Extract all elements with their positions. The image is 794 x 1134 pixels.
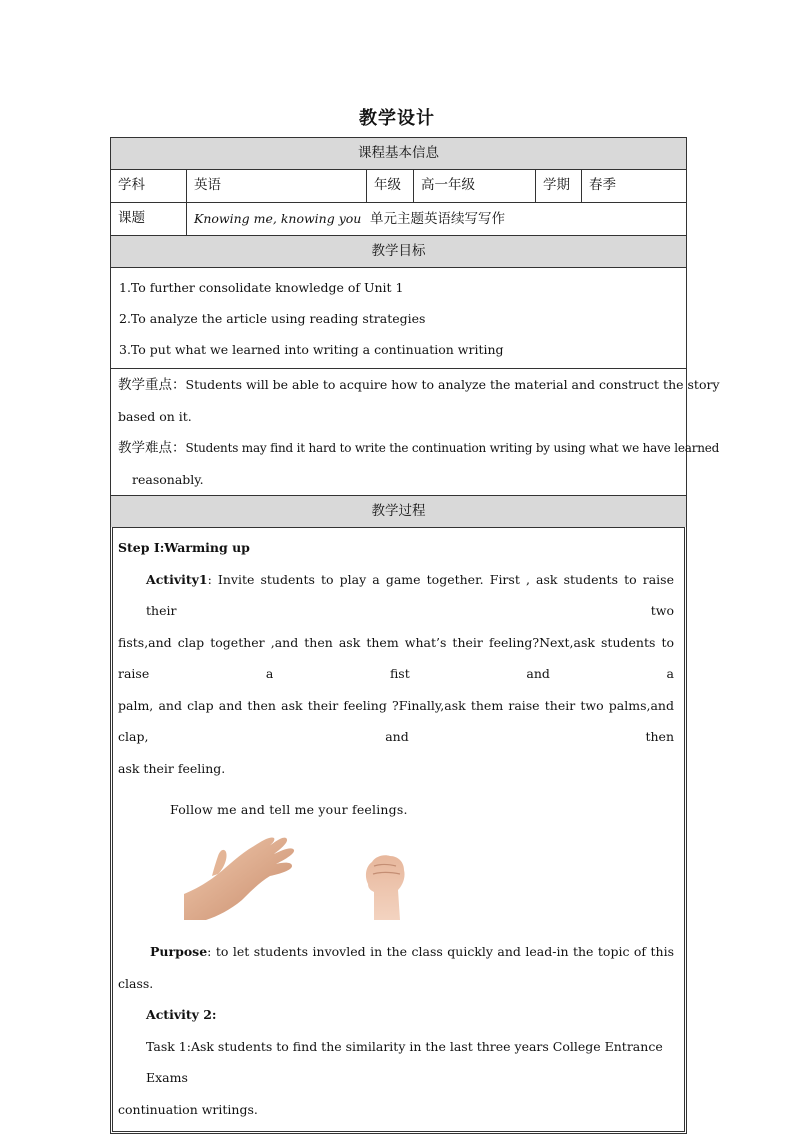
open-palm-hand-icon [184,832,296,920]
difficulty-line [118,432,720,464]
focus-label: 教学重点： [118,377,186,393]
hands-figure [118,784,674,936]
figure-caption: Follow me and tell me your feelings. [170,802,408,817]
subject-value: 英语 [187,170,367,202]
step1-heading: Step I:Warming up [118,540,250,555]
term-value: 春季 [589,177,616,193]
term-label: 学期 [536,170,582,202]
difficulty-text: Students may find it hard to write the continuation writing by using what we have learned [185,441,720,455]
objectives-header: 教学目标 [111,236,686,268]
focus-text: Students will be able to acquire how to analyze the material and construct the story [185,377,720,392]
key-points [111,369,720,496]
purpose-line-cont: class. [118,975,154,991]
info-header: 课程基本信息 [111,138,686,170]
page-title: 教学设计 [359,108,435,129]
info-row-basic [111,170,686,203]
lesson-plan-table [110,137,720,1134]
subject-label: 学科 [111,170,187,202]
objective-item: 3.To put what we learned into writing a continuation writing [119,342,504,357]
grade-value: 高一年级 [414,170,536,202]
difficulty-line-cont: reasonably. [132,472,204,487]
topic-label: 课题 [111,203,187,235]
task1-line: Task 1:Ask students to find the similarity in the last three years College Entrance Exams [146,1038,663,1085]
purpose-label: Purpose [150,944,208,959]
activity1-label: Activity1 [146,571,208,587]
activity1-line: palm, and clap and then ask their feeling ?Finally,ask them raise their two palms,and clap, and then [118,697,674,744]
process-content [112,527,685,1132]
info-row-topic [111,203,686,236]
purpose-text: : to let students invovled in the class quickly and lead-in the topic of this [207,944,674,959]
activity1-line [118,564,674,627]
grade-label: 年级 [367,170,414,202]
activity1-line: ask their feeling. [118,760,226,776]
activity1-text: : Invite students to play a game together. First , ask students to raise their two [146,571,674,618]
activity1-line: fists,and clap together ,and then ask them what’s their feeling?Next,ask students to raise a fist and a [118,634,674,681]
process-header: 教学过程 [111,496,686,527]
topic-italic: Knowing me, knowing you [194,211,362,226]
topic-rest: 单元主题英语续写写作 [369,211,505,227]
raised-fist-icon [354,844,416,920]
activity2-heading: Activity 2: [146,1007,217,1022]
topic-value [187,203,686,235]
task1-line-cont: continuation writings. [118,1101,258,1117]
objective-item: 1.To further consolidate knowledge of Unit 1 [119,280,404,295]
focus-line-cont: based on it. [118,409,192,424]
focus-line [118,369,720,401]
difficulty-label: 教学难点： [118,440,186,456]
objective-item: 2.To analyze the article using reading strategies [119,311,426,326]
purpose-line [118,936,674,968]
objectives-list [111,268,686,369]
